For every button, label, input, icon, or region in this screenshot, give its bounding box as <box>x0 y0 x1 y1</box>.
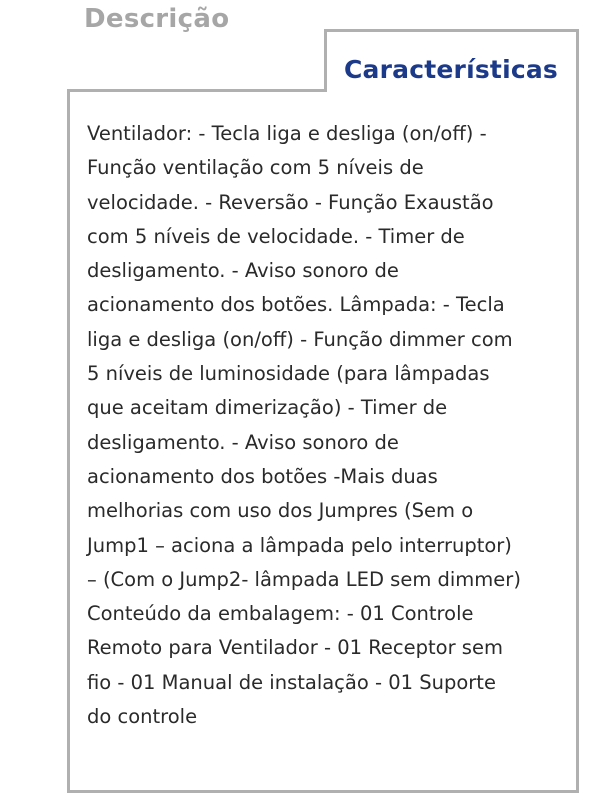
text-line: – (Com o Jump2- lâmpada LED sem dimmer) <box>87 567 521 591</box>
text-line: desligamento. - Aviso sonoro de <box>87 430 399 454</box>
characteristics-text <box>87 117 557 734</box>
description-heading[interactable]: Descrição <box>84 4 230 34</box>
text-line: Remoto para Ventilador - 01 Receptor sem <box>87 636 503 660</box>
text-line: 5 níveis de luminosidade (para lâmpadas <box>87 362 490 386</box>
text-line: com 5 níveis de velocidade. - Timer de <box>87 224 465 248</box>
text-line: do controle <box>87 705 198 729</box>
text-line: Conteúdo da embalagem: - 01 Controle <box>87 602 474 626</box>
text-line: Função ventilação com 5 níveis de <box>87 156 424 180</box>
text-line: velocidade. - Reversão - Função Exaustão <box>87 190 494 214</box>
characteristics-tab-title[interactable]: Características <box>344 55 559 84</box>
text-line: desligamento. - Aviso sonoro de <box>87 259 399 283</box>
text-line: que aceitam dimerização) - Timer de <box>87 396 448 420</box>
text-line: Jump1 – aciona a lâmpada pelo interruptor) <box>87 533 512 557</box>
text-line: Ventilador: - Tecla liga e desliga (on/off) - <box>87 122 487 145</box>
text-line: acionamento dos botões. Lâmpada: - Tecla <box>87 293 505 317</box>
text-line: fio - 01 Manual de instalação - 01 Suporte <box>87 670 496 694</box>
text-line: melhorias com uso dos Jumpres (Sem o <box>87 499 474 523</box>
text-line: acionamento dos botões -Mais duas <box>87 464 438 488</box>
text-line: liga e desliga (on/off) - Função dimmer com <box>87 327 513 351</box>
